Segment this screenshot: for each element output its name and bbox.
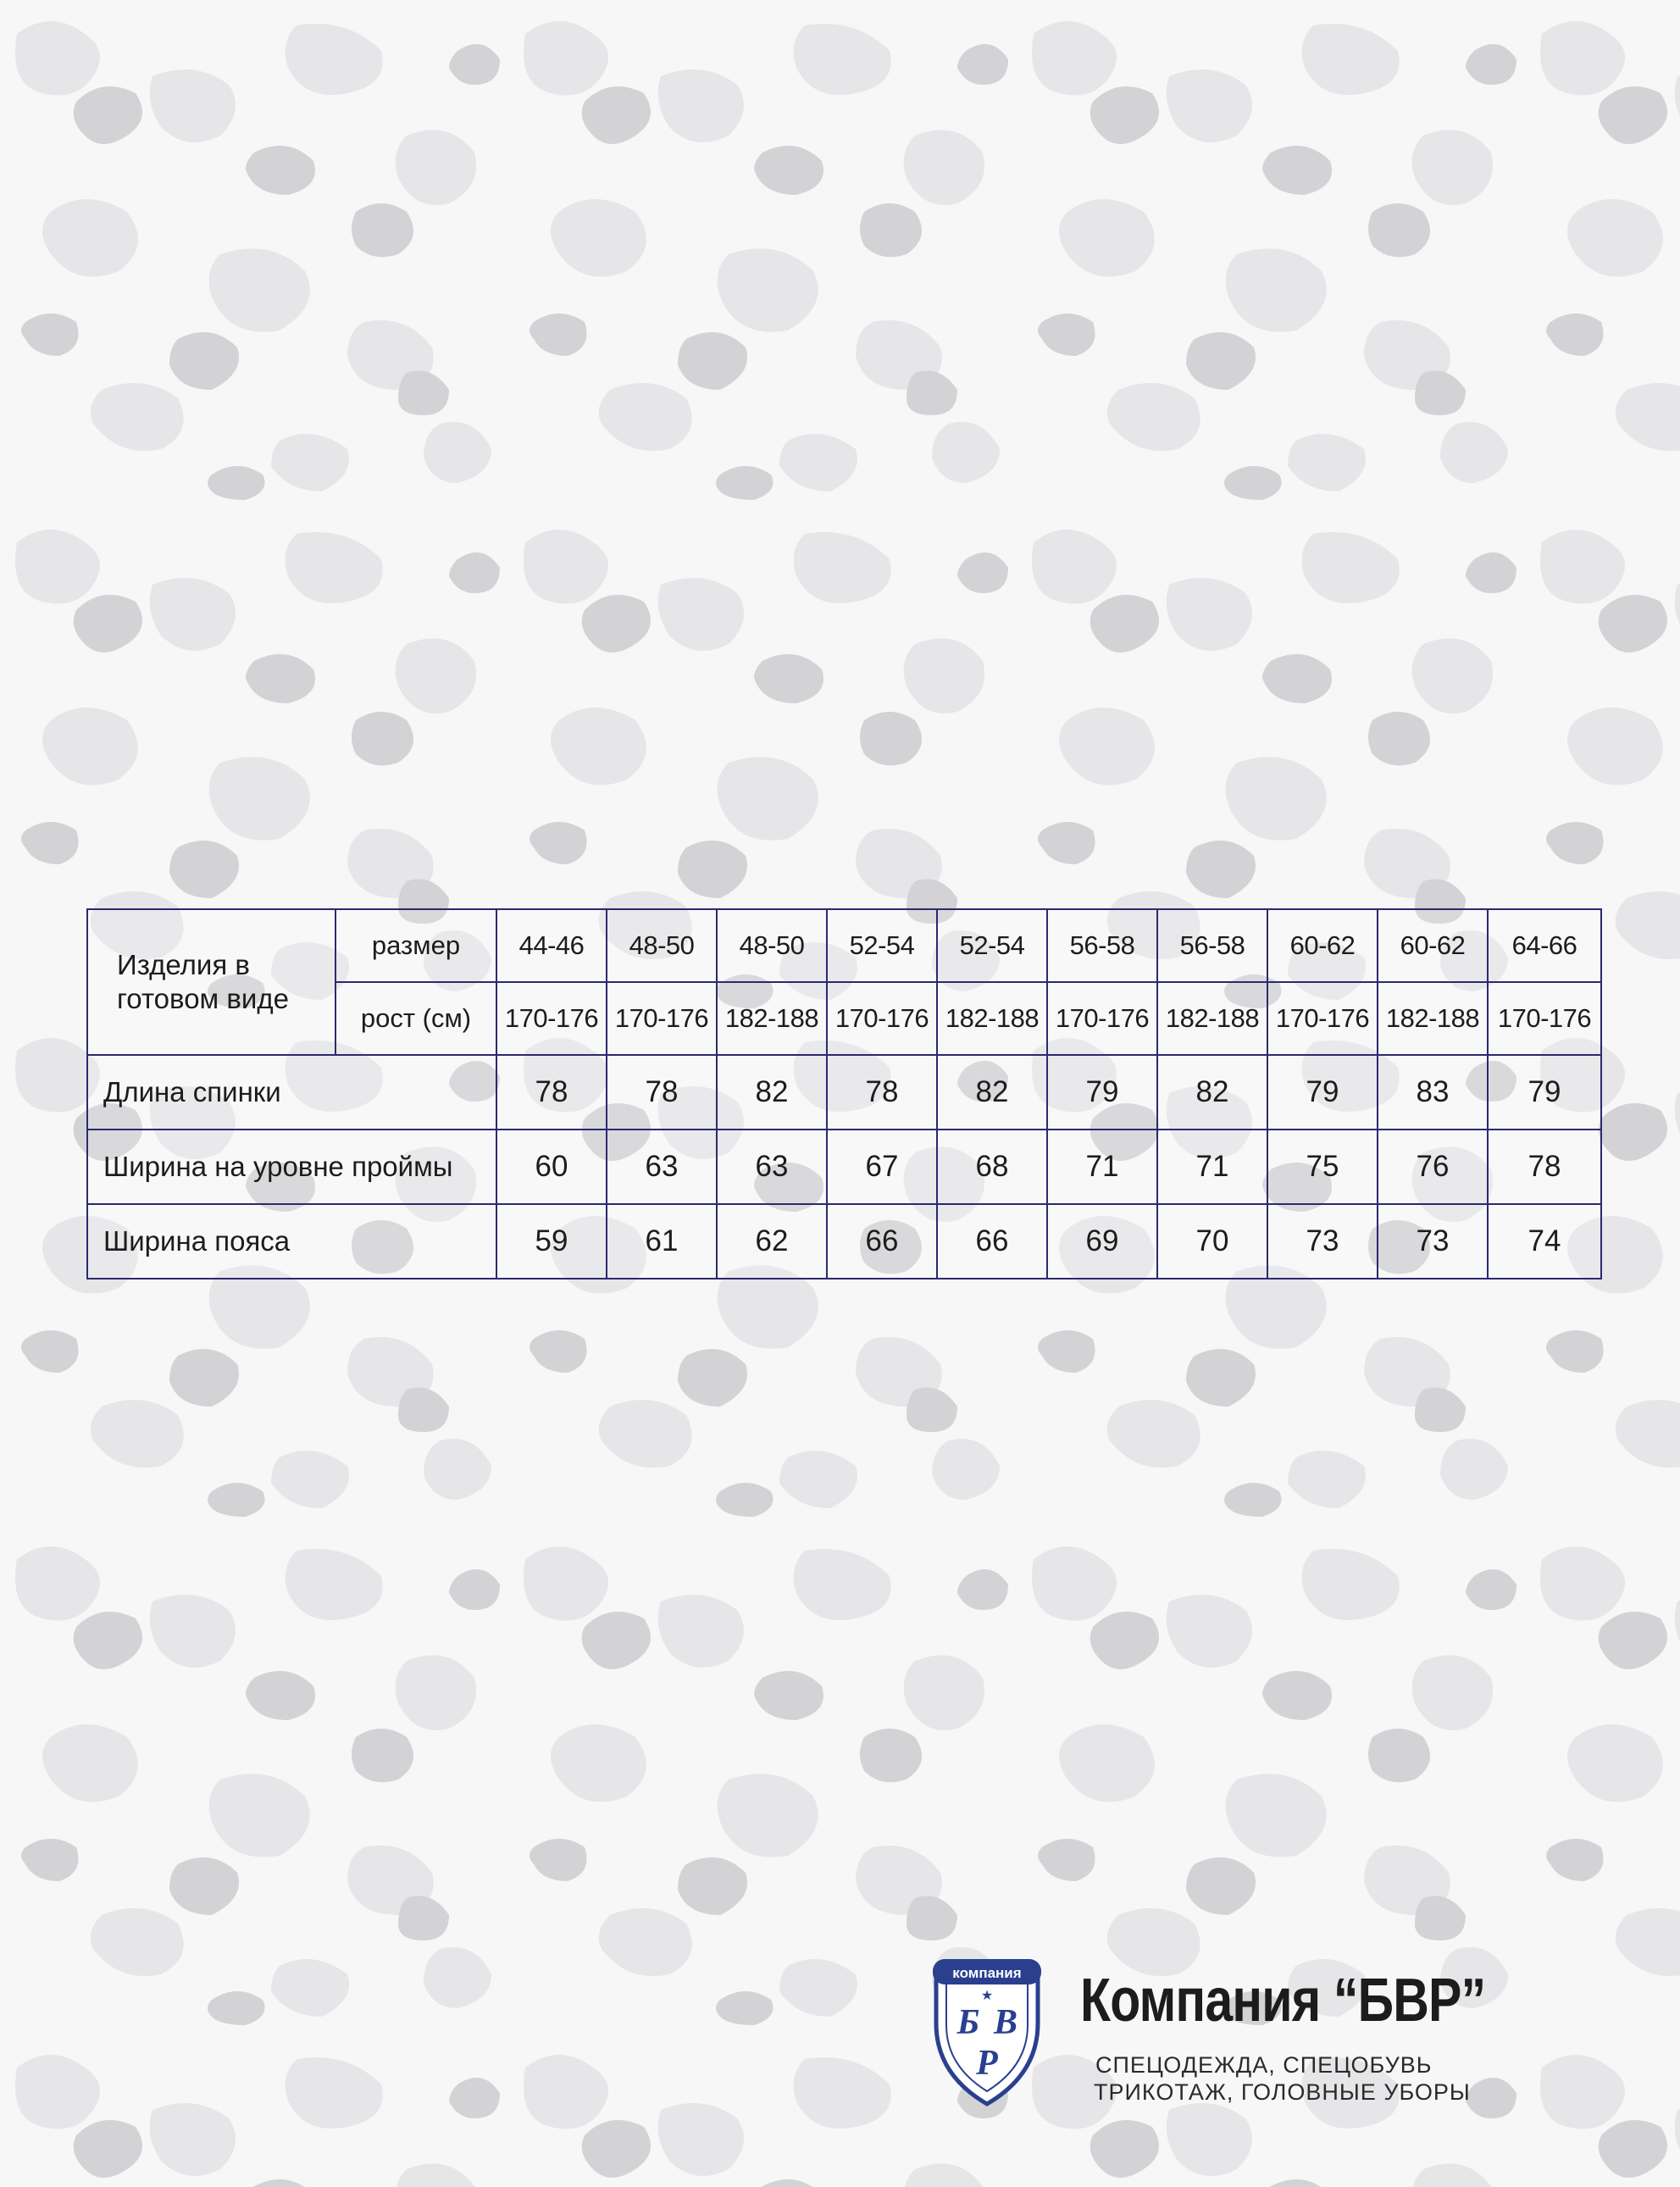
measurement-value: 63: [607, 1130, 717, 1204]
height-value-cell: 182-188: [1157, 982, 1267, 1055]
height-value-cell: 182-188: [937, 982, 1047, 1055]
measurement-value: 71: [1157, 1130, 1267, 1204]
height-value-cell: 170-176: [496, 982, 607, 1055]
height-value-cell: 182-188: [1378, 982, 1488, 1055]
measurement-value: 71: [1047, 1130, 1157, 1204]
logo-text: компания: [952, 1965, 1022, 1981]
item-label-cell: [87, 909, 335, 1055]
measurement-value: 75: [1267, 1130, 1378, 1204]
measurement-value: 82: [717, 1055, 827, 1130]
svg-text:Б: Б: [956, 2003, 980, 2042]
measurement-value: 78: [607, 1055, 717, 1130]
measurement-value: 73: [1378, 1204, 1488, 1279]
company-tagline-1: СПЕЦОДЕЖДА, СПЕЦОБУВЬ: [1095, 2052, 1433, 2078]
brand-block: [928, 1947, 1521, 2117]
height-value-cell: 170-176: [1047, 982, 1157, 1055]
measurement-row: [87, 1130, 1601, 1204]
measurement-value: 79: [1488, 1055, 1601, 1130]
size-chart-table: [86, 908, 1602, 1279]
measurement-value: 82: [937, 1055, 1047, 1130]
svg-text:В: В: [993, 2003, 1018, 2042]
measurement-row: [87, 1055, 1601, 1130]
measurement-label: Ширина пояса: [87, 1204, 496, 1279]
measurement-value: 79: [1047, 1055, 1157, 1130]
item-label: Изделия в готовом виде: [117, 949, 289, 1014]
height-value-cell: 170-176: [607, 982, 717, 1055]
measurement-label: Ширина на уровне проймы: [87, 1130, 496, 1204]
size-value-cell: 52-54: [827, 909, 937, 982]
size-header-row: [87, 909, 1601, 982]
measurement-value: 78: [1488, 1130, 1601, 1204]
measurement-value: 59: [496, 1204, 607, 1279]
measurement-value: 69: [1047, 1204, 1157, 1279]
size-value-cell: 60-62: [1267, 909, 1378, 982]
size-label: размер: [371, 930, 461, 960]
size-value-cell: 64-66: [1488, 909, 1601, 982]
size-value-cell: 48-50: [717, 909, 827, 982]
measurement-value: 60: [496, 1130, 607, 1204]
company-shield-logo: [928, 1947, 1046, 2108]
size-value-cell: 48-50: [607, 909, 717, 982]
measurement-value: 76: [1378, 1130, 1488, 1204]
measurement-value: 68: [937, 1130, 1047, 1204]
height-label: рост (см): [360, 1003, 472, 1033]
size-value-cell: 56-58: [1047, 909, 1157, 982]
measurement-label: Длина спинки: [87, 1055, 496, 1130]
measurement-value: 66: [937, 1204, 1047, 1279]
company-tagline-2: ТРИКОТАЖ, ГОЛОВНЫЕ УБОРЫ: [1094, 2079, 1471, 2105]
measurement-value: 83: [1378, 1055, 1488, 1130]
size-value-cell: 52-54: [937, 909, 1047, 982]
measurement-value: 63: [717, 1130, 827, 1204]
height-label-cell: [335, 982, 496, 1055]
measurement-value: 67: [827, 1130, 937, 1204]
measurement-row: [87, 1204, 1601, 1279]
measurement-value: 82: [1157, 1055, 1267, 1130]
height-value-cell: 170-176: [1267, 982, 1378, 1055]
measurement-value: 61: [607, 1204, 717, 1279]
company-name: Компания “БВР”: [1080, 1967, 1486, 2034]
measurement-value: 79: [1267, 1055, 1378, 1130]
svg-text:Р: Р: [976, 2044, 998, 2083]
size-value-cell: 60-62: [1378, 909, 1488, 982]
height-value-cell: 170-176: [827, 982, 937, 1055]
size-value-cell: 44-46: [496, 909, 607, 982]
measurement-value: 74: [1488, 1204, 1601, 1279]
height-value-cell: 170-176: [1488, 982, 1601, 1055]
size-label-cell: [335, 909, 496, 982]
measurement-value: 73: [1267, 1204, 1378, 1279]
measurement-value: 78: [827, 1055, 937, 1130]
svg-text:★: ★: [980, 1989, 994, 2003]
measurement-value: 70: [1157, 1204, 1267, 1279]
measurement-value: 66: [827, 1204, 937, 1279]
measurement-value: 78: [496, 1055, 607, 1130]
size-value-cell: 56-58: [1157, 909, 1267, 982]
height-value-cell: 182-188: [717, 982, 827, 1055]
measurement-value: 62: [717, 1204, 827, 1279]
